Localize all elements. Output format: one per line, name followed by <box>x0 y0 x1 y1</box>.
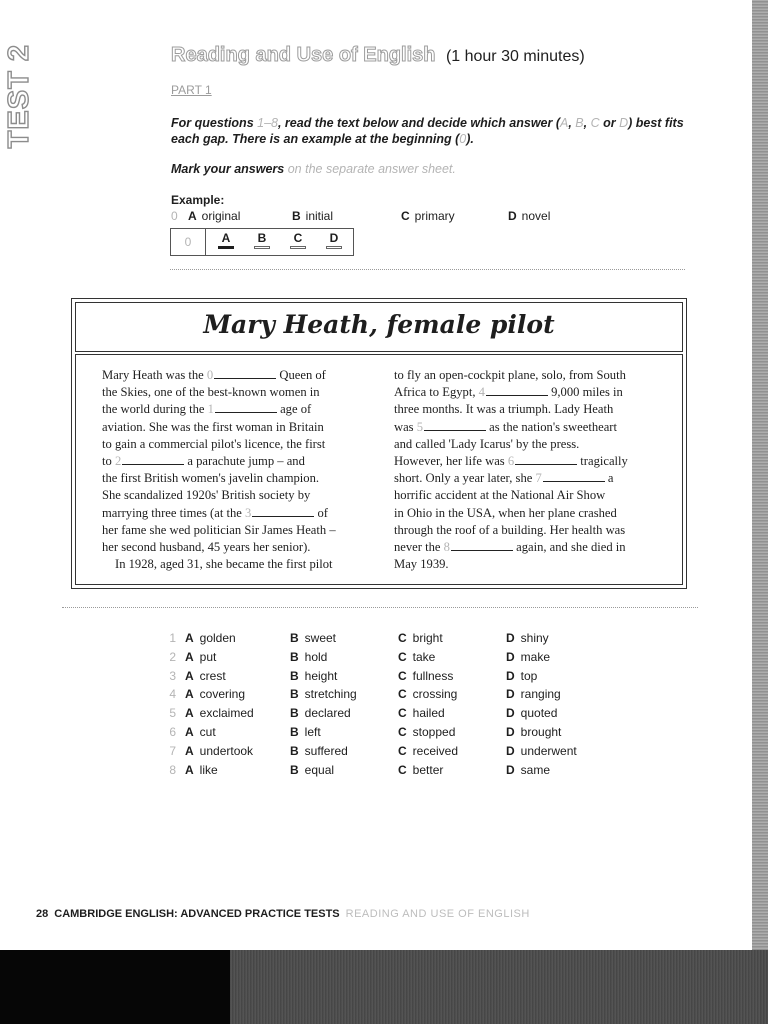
option-word: brought <box>520 725 562 739</box>
option-a <box>185 706 254 720</box>
instructions-text: ) best fits each gap. There is an example at the beginning ( <box>171 116 684 146</box>
instructions-text: or <box>599 116 620 130</box>
option-word: novel <box>521 209 551 223</box>
divider <box>170 269 685 270</box>
option-letter: A <box>185 762 194 777</box>
option-letter: D <box>506 725 515 739</box>
option-letter: D <box>506 743 515 758</box>
question-row <box>0 649 551 669</box>
option-letter: D <box>506 668 515 683</box>
line-text: as the nation's sweetheart <box>486 419 617 434</box>
passage-line: She scandalized 1920s' British society by <box>102 488 311 503</box>
option-word: ranging <box>520 687 561 702</box>
question-number: 5 <box>169 706 176 721</box>
option-a <box>185 725 216 739</box>
passage-line: three months. It was a triumph. Lady Heath <box>394 402 614 417</box>
option-c <box>398 725 455 739</box>
passage-title: Mary Heath, female pilot <box>203 310 555 339</box>
passage-line: the Skies, one of the best-known women in <box>102 385 320 400</box>
option-letter: A <box>185 631 194 645</box>
option-c <box>398 763 443 777</box>
gap-number: 0 <box>206 368 214 382</box>
gap-number: 4 <box>478 385 485 400</box>
option-letter: A <box>185 706 194 721</box>
option-letter: C <box>398 668 407 683</box>
option-word: hold <box>304 649 328 664</box>
option-word: same <box>520 762 551 777</box>
answer-letter: A <box>221 231 231 245</box>
passage-line: to gain a commercial pilot's licence, the first <box>102 436 326 451</box>
question-row <box>0 762 551 782</box>
passage-line <box>394 539 656 556</box>
option-d <box>506 763 550 777</box>
option-letter: D <box>508 209 517 223</box>
page-number: 28 <box>36 908 49 920</box>
option-word: hailed <box>412 706 445 721</box>
option-a <box>185 687 245 701</box>
mark-answers-rest: on the separate answer sheet. <box>287 162 456 176</box>
question-number: 4 <box>169 687 176 702</box>
option-letter: C <box>398 631 407 645</box>
section-heading <box>171 44 585 67</box>
question-number: 7 <box>169 743 176 758</box>
passage-line: aviation. She was the first woman in Britain <box>102 419 324 434</box>
question-number: 3 <box>169 668 176 683</box>
option-letter: D <box>506 631 515 645</box>
gap-number: 7 <box>535 471 542 486</box>
option-letter: A <box>185 725 194 739</box>
example-option-a <box>188 209 240 223</box>
line-text: marrying three times (at the <box>102 505 246 520</box>
example-option-c <box>401 209 455 223</box>
line-text: was <box>394 419 417 434</box>
question-row <box>0 725 562 744</box>
line-text: a parachute jump – and <box>184 454 305 469</box>
answer-box-number: 0 <box>171 229 206 255</box>
option-letter: B <box>575 116 584 130</box>
passage-line: to fly an open-cockpit plane, solo, from South <box>394 368 626 382</box>
section-title: Reading and Use of English <box>171 44 436 66</box>
answer-gap <box>215 401 277 413</box>
option-word: fullness <box>412 668 454 683</box>
option-d <box>506 631 549 645</box>
passage-line: In 1928, aged 31, she became the first pilot <box>115 557 333 572</box>
example-number <box>171 209 178 223</box>
option-letter: C <box>398 706 407 721</box>
option-b <box>290 650 327 664</box>
answer-gap <box>214 367 276 379</box>
answer-mark-filled <box>218 246 234 249</box>
option-word: better <box>412 762 444 777</box>
instructions-text: ). <box>466 132 474 146</box>
passage-line <box>394 453 656 470</box>
option-word: stretching <box>304 687 357 702</box>
option-b <box>290 744 348 758</box>
option-a <box>185 631 236 645</box>
option-word: take <box>412 649 436 664</box>
book-title: CAMBRIDGE ENGLISH: ADVANCED PRACTICE TESTS <box>54 908 340 920</box>
answer-mark-empty <box>290 246 306 249</box>
option-d <box>506 687 561 701</box>
passage-right-column <box>394 367 656 573</box>
option-word: crossing <box>412 687 458 702</box>
option-word: height <box>304 668 338 683</box>
option-c <box>398 706 445 720</box>
answer-gap <box>122 453 184 465</box>
question-row <box>0 743 577 763</box>
option-letter: B <box>290 762 299 777</box>
option-word: bright <box>412 631 443 645</box>
option-word: golden <box>199 631 236 645</box>
example-answer-box <box>170 228 354 256</box>
question-number: 6 <box>169 725 176 739</box>
answer-box-option-d <box>323 231 345 249</box>
option-letter: B <box>290 725 299 739</box>
option-b <box>290 706 351 720</box>
option-letter: B <box>290 743 299 758</box>
option-d <box>506 669 537 683</box>
page-footer <box>36 908 530 920</box>
passage-line: the first British women's javelin champion. <box>102 471 320 486</box>
answer-letter: B <box>257 231 267 245</box>
option-b <box>290 631 336 645</box>
passage-line <box>394 384 656 401</box>
passage-line <box>394 470 656 487</box>
line-text: again, and she died in <box>512 540 626 555</box>
option-word: crest <box>199 668 226 683</box>
line-text: Queen of <box>276 368 326 382</box>
passage-line: in Ohio in the USA, when her plane crashed <box>394 505 617 520</box>
mark-answers-lead: Mark your answers <box>171 162 288 176</box>
option-word: suffered <box>304 743 348 758</box>
line-text: never the <box>394 540 444 555</box>
option-letter: C <box>398 743 407 758</box>
option-letter: A <box>185 668 194 683</box>
divider <box>62 607 698 608</box>
option-d <box>506 650 550 664</box>
option-letter: D <box>506 706 515 721</box>
question-range: 1–8 <box>257 116 278 130</box>
option-c <box>398 669 453 683</box>
passage-line <box>102 453 364 470</box>
option-letter: C <box>398 762 407 777</box>
option-letter: D <box>506 762 515 777</box>
question-number: 1 <box>169 631 176 645</box>
option-word: make <box>520 649 551 664</box>
line-text: a <box>604 471 614 486</box>
answer-box-option-a <box>215 231 237 249</box>
option-word: primary <box>414 209 455 223</box>
page-edge <box>752 0 768 1024</box>
line-text: However, her life was <box>394 454 508 469</box>
gap-number: 6 <box>507 454 515 469</box>
option-a <box>185 669 226 683</box>
option-letter: A <box>185 743 194 758</box>
test-tab: TEST 2 <box>3 44 35 149</box>
answer-gap <box>424 419 486 431</box>
example-option-b <box>292 209 333 223</box>
option-letter: C <box>398 687 407 702</box>
option-word: left <box>304 725 321 739</box>
option-d <box>506 725 561 739</box>
option-d <box>506 706 557 720</box>
instructions-text: For questions <box>171 116 258 130</box>
answer-gap <box>543 470 605 482</box>
section-duration: (1 hour 30 minutes) <box>445 48 585 65</box>
question-number: 2 <box>169 649 176 664</box>
option-letter: B <box>290 687 299 702</box>
answer-mark-empty <box>326 246 342 249</box>
option-word: equal <box>304 762 335 777</box>
option-word: underwent <box>520 743 577 758</box>
option-letter: D <box>506 649 515 664</box>
example-option-d <box>508 209 550 223</box>
line-text: age of <box>276 402 312 417</box>
option-word: sweet <box>304 631 337 645</box>
option-c <box>398 744 458 758</box>
option-letter: A <box>185 649 194 664</box>
answer-gap <box>486 384 548 396</box>
option-letter: B <box>290 631 299 645</box>
option-letter: A <box>188 209 197 223</box>
example-num-label: 0 <box>171 209 178 223</box>
option-a <box>185 650 216 664</box>
option-letter: B <box>292 209 301 223</box>
option-word: received <box>412 743 459 758</box>
passage-line: her fame she wed politician Sir James Heath – <box>102 522 336 537</box>
option-word: top <box>520 668 538 683</box>
gap-number: 3 <box>245 505 252 520</box>
option-letter: B <box>290 649 299 664</box>
question-row <box>0 706 558 725</box>
answer-box-option-c <box>287 231 309 249</box>
line-text: of <box>314 505 328 520</box>
instructions-text: , <box>568 116 576 130</box>
passage-left-column <box>102 367 364 573</box>
instructions <box>171 115 701 147</box>
example-number: 0 <box>459 132 467 146</box>
passage-title-box <box>75 302 683 352</box>
option-letter: B <box>290 668 299 683</box>
option-word: cut <box>199 725 216 739</box>
answer-letter: C <box>293 231 303 245</box>
option-b <box>290 763 334 777</box>
option-word: covering <box>199 687 246 702</box>
option-word: exclaimed <box>199 706 254 721</box>
question-row <box>0 631 549 650</box>
option-word: like <box>199 762 218 777</box>
option-word: declared <box>304 706 351 721</box>
line-text: 9,000 miles in <box>547 385 623 400</box>
mark-answers <box>171 162 456 176</box>
option-word: put <box>199 649 217 664</box>
option-word: original <box>201 209 241 223</box>
line-text: the world during the <box>102 402 208 417</box>
answer-letter: D <box>329 231 339 245</box>
option-letter: D <box>619 116 629 130</box>
line-text: tragically <box>577 454 628 469</box>
part-label: PART 1 <box>171 83 212 97</box>
scan-border-texture <box>230 950 768 1024</box>
option-word: shiny <box>520 631 549 645</box>
passage-line <box>102 505 364 522</box>
line-text: Africa to Egypt, <box>394 385 479 400</box>
question-row <box>0 687 561 706</box>
passage-line <box>102 401 364 418</box>
answer-box-option-b <box>251 231 273 249</box>
option-letter: A <box>560 116 569 130</box>
answer-gap <box>252 505 314 517</box>
option-word: initial <box>305 209 334 223</box>
passage-line <box>102 367 364 384</box>
instructions-text: , <box>583 116 591 130</box>
option-letter: A <box>185 687 194 702</box>
option-b <box>290 687 357 701</box>
option-a <box>185 763 218 777</box>
question-number: 8 <box>169 762 176 777</box>
option-letter: C <box>590 116 600 130</box>
passage-line: her second husband, 45 years her senior). <box>102 540 311 555</box>
option-c <box>398 650 435 664</box>
option-c <box>398 687 457 701</box>
option-b <box>290 669 337 683</box>
passage-line <box>394 419 656 436</box>
option-letter: C <box>398 725 407 739</box>
option-word: undertook <box>199 743 254 758</box>
option-a <box>185 744 253 758</box>
passage-line: May 1939. <box>394 557 449 572</box>
option-letter: B <box>290 706 299 721</box>
option-letter: C <box>398 649 407 664</box>
gap-number: 5 <box>416 419 424 434</box>
gap-number: 1 <box>207 402 214 417</box>
answer-mark-empty <box>254 246 270 249</box>
answer-gap <box>451 539 513 551</box>
footer-section: READING AND USE OF ENGLISH <box>345 908 530 920</box>
line-text: to <box>102 454 115 469</box>
line-text: Mary Heath was the <box>102 368 207 382</box>
passage-line: horrific accident at the National Air Show <box>394 488 606 503</box>
gap-number: 2 <box>114 454 122 469</box>
question-row <box>0 668 538 688</box>
example-title: Example: <box>171 193 225 207</box>
line-text: short. Only a year later, she <box>394 471 536 486</box>
option-c <box>398 631 443 645</box>
option-letter: C <box>401 209 410 223</box>
option-d <box>506 744 577 758</box>
answer-gap <box>515 453 577 465</box>
option-word: quoted <box>520 706 558 721</box>
option-word: stopped <box>412 725 456 739</box>
passage-line: through the roof of a building. Her health was <box>394 522 626 537</box>
option-b <box>290 725 321 739</box>
option-letter: D <box>506 687 515 702</box>
instructions-text: , read the text below and decide which answer ( <box>277 116 560 130</box>
passage-line: and called 'Lady Icarus' by the press. <box>394 436 580 451</box>
gap-number: 8 <box>443 540 450 555</box>
